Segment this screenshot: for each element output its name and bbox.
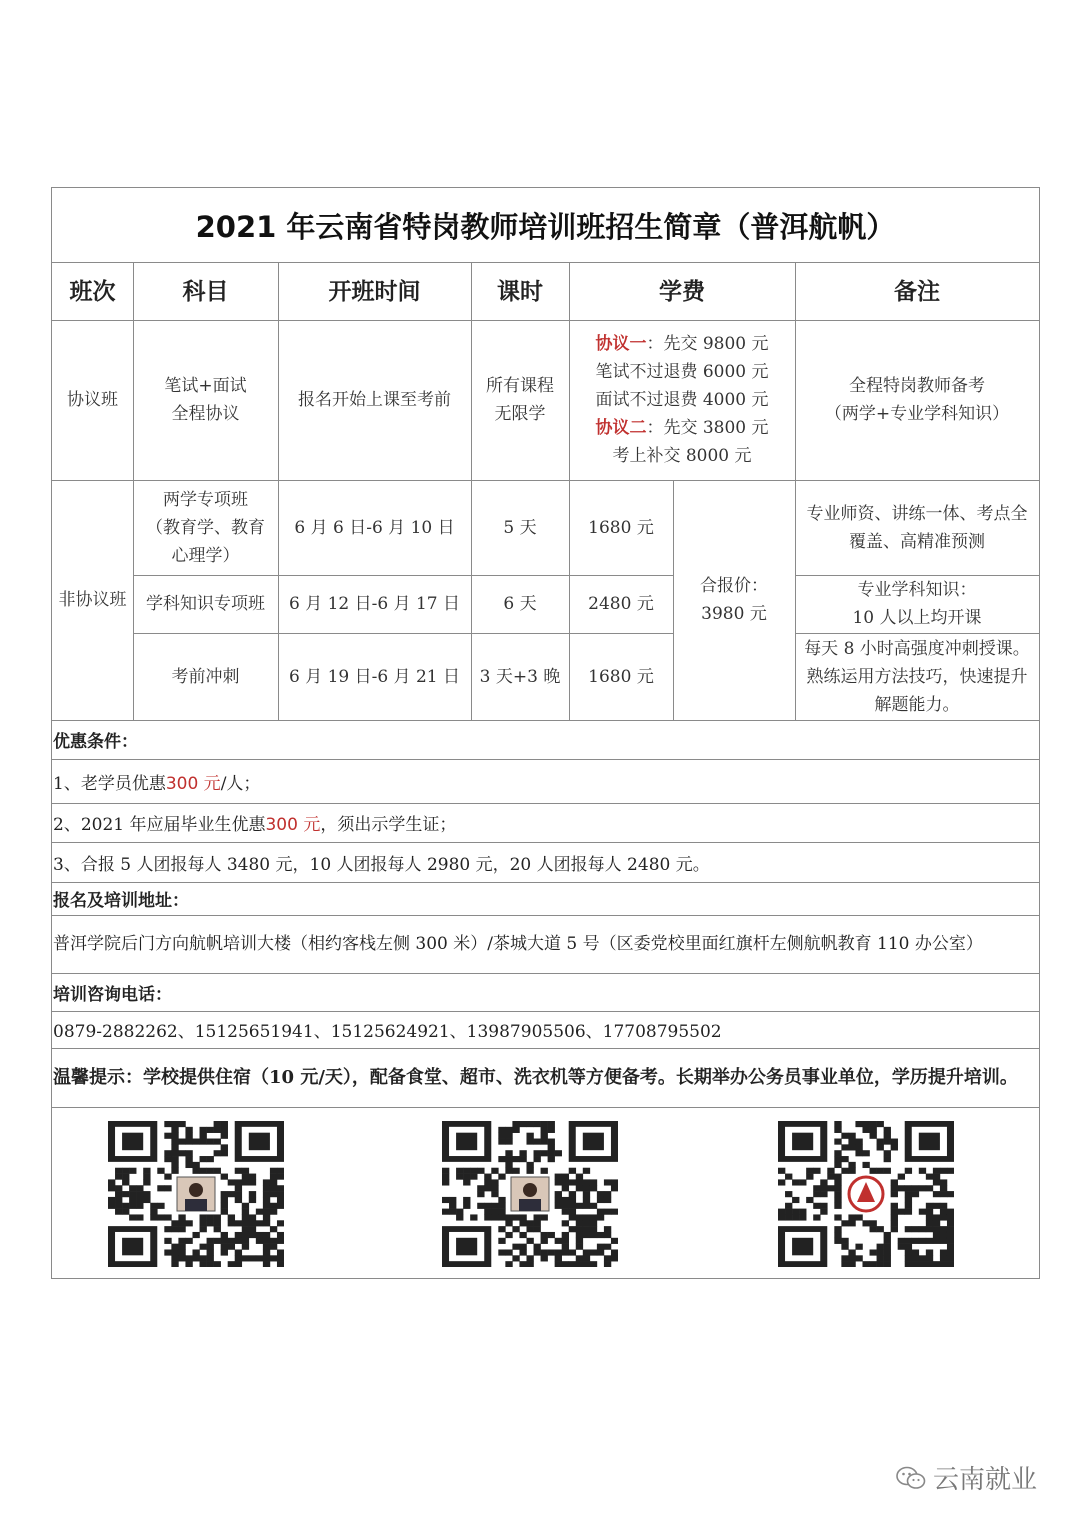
fee-on-pass: 考上补交 8000 元 (612, 446, 752, 466)
grid-line (52, 1107, 1039, 1108)
header-hours: 课时 (497, 277, 543, 305)
page-title: 2021 年云南省特岗教师培训班招生简章（普洱航帆） (52, 188, 1039, 263)
address-text (52, 915, 1039, 973)
course-note-line: 覆盖、高精准预测 (849, 531, 985, 552)
discount-item-3: 3、合报 5 人团报每人 3480 元，10 人团报每人 2980 元，20 人团报每人 2480 元。 (53, 854, 710, 875)
fee-refund-interview: 面试不过退费 4000 元 (595, 390, 769, 410)
agreement-note-line: （两学+专业学科知识） (824, 404, 1010, 424)
course-note-line: 熟练运用方法技巧，快速提升 (806, 666, 1028, 687)
discount-item-2 (52, 803, 1039, 842)
watermark (895, 1459, 1037, 1496)
warm-tip-text: 温馨提示：学校提供住宿（10 元/天），配备食堂、超市、洗衣机等方便备考。长期举办公务员事业单位，学历提升培训。 (53, 1067, 1018, 1088)
discount-text: ，须出示学生证； (320, 815, 457, 835)
course-note-line: 每天 8 小时高强度冲刺授课。 (804, 638, 1030, 659)
address-text-content: 普洱学院后门方向航帆培训大楼（相约客栈左侧 300 米）/茶城大道 5 号（区委党校里面红旗杆左侧航帆教育 110 办公室） (53, 933, 983, 954)
agreement-hours (471, 320, 569, 480)
course-time: 6 月 6 日-6 月 10 日 (294, 517, 455, 538)
course-fee: 1680 元 (588, 666, 654, 687)
fee-plan-one (595, 330, 768, 358)
header-start-time: 开班时间 (328, 277, 421, 305)
course-subject (133, 480, 278, 575)
agreement-time: 报名开始上课至考前 (298, 390, 451, 410)
course-time: 6 月 19 日-6 月 21 日 (288, 666, 461, 687)
brochure-sheet (51, 187, 1040, 1279)
course-subject-line: 两学专项班 (163, 489, 248, 510)
phone-heading: 培训咨询电话： (53, 984, 172, 1005)
course-subject: 考前冲刺 (171, 666, 240, 687)
agreement-subject-line: 全程协议 (171, 404, 240, 424)
course-note-line: 专业学科知识： (857, 580, 977, 600)
fee-plan-two (595, 414, 768, 442)
fee-refund-written: 笔试不过退费 6000 元 (595, 362, 769, 382)
address-heading: 报名及培训地址： (53, 891, 189, 911)
combo-price (673, 480, 795, 720)
qr-code-2 (442, 1121, 618, 1267)
watermark-text: 云南就业 (933, 1465, 1038, 1495)
phone-numbers: 0879-2882262、15125651941、15125624921、13987905506、17708795502 (53, 1022, 722, 1042)
course-fee: 2480 元 (588, 594, 654, 614)
discount-text: 1、老学员优惠 (53, 773, 166, 794)
plan-two-label: 协议二 (595, 418, 647, 438)
course-subject-line: （教育学、教育 (146, 517, 265, 538)
course-fee: 1680 元 (588, 517, 654, 538)
course-time: 6 月 12 日-6 月 17 日 (288, 594, 461, 614)
wechat-icon (895, 1465, 927, 1491)
qr-code-1 (108, 1121, 284, 1267)
warm-tip (52, 1048, 1039, 1107)
discount-heading: 优惠条件： (53, 732, 138, 752)
qr-code-3 (778, 1121, 954, 1267)
course-subject-line: 心理学） (171, 545, 240, 566)
agreement-hours-line: 无限学 (494, 404, 546, 424)
course-hours: 3 天+3 晚 (479, 666, 561, 687)
discount-text: /人； (220, 773, 261, 794)
course-hours: 6 天 (503, 594, 537, 614)
agreement-hours-line: 所有课程 (486, 376, 554, 396)
agreement-note (795, 320, 1039, 480)
plan-two-text: ：先交 3800 元 (646, 418, 769, 438)
header-subject: 科目 (182, 277, 229, 305)
course-note-line: 解题能力。 (874, 694, 960, 715)
agreement-subject-line: 笔试+面试 (164, 376, 247, 396)
course-note-line: 10 人以上均开课 (852, 608, 982, 628)
agreement-fee (569, 320, 795, 480)
non-agreement-class-label: 非协议班 (58, 590, 127, 610)
agreement-class-label: 协议班 (67, 390, 118, 410)
course-hours: 5 天 (503, 517, 537, 538)
discount-amount: 300 元 (165, 773, 221, 794)
header-fee: 学费 (659, 277, 705, 305)
combo-price-value: 3980 元 (701, 604, 767, 624)
discount-item-1 (52, 759, 1039, 803)
discount-amount: 300 元 (265, 815, 321, 835)
course-note (795, 480, 1039, 575)
header-class: 班次 (69, 277, 116, 305)
combo-price-label: 合报价： (700, 576, 768, 596)
plan-one-text: ：先交 9800 元 (646, 334, 769, 354)
header-note: 备注 (894, 277, 940, 305)
course-note (795, 633, 1039, 720)
discount-text: 2、2021 年应届毕业生优惠 (53, 815, 266, 835)
course-subject: 学科知识专项班 (146, 594, 265, 614)
course-note-line: 专业师资、讲练一体、考点全 (806, 503, 1028, 524)
agreement-note-line: 全程特岗教师备考 (849, 376, 985, 396)
course-note (795, 575, 1039, 633)
plan-one-label: 协议一 (595, 334, 647, 354)
agreement-subject (133, 320, 278, 480)
